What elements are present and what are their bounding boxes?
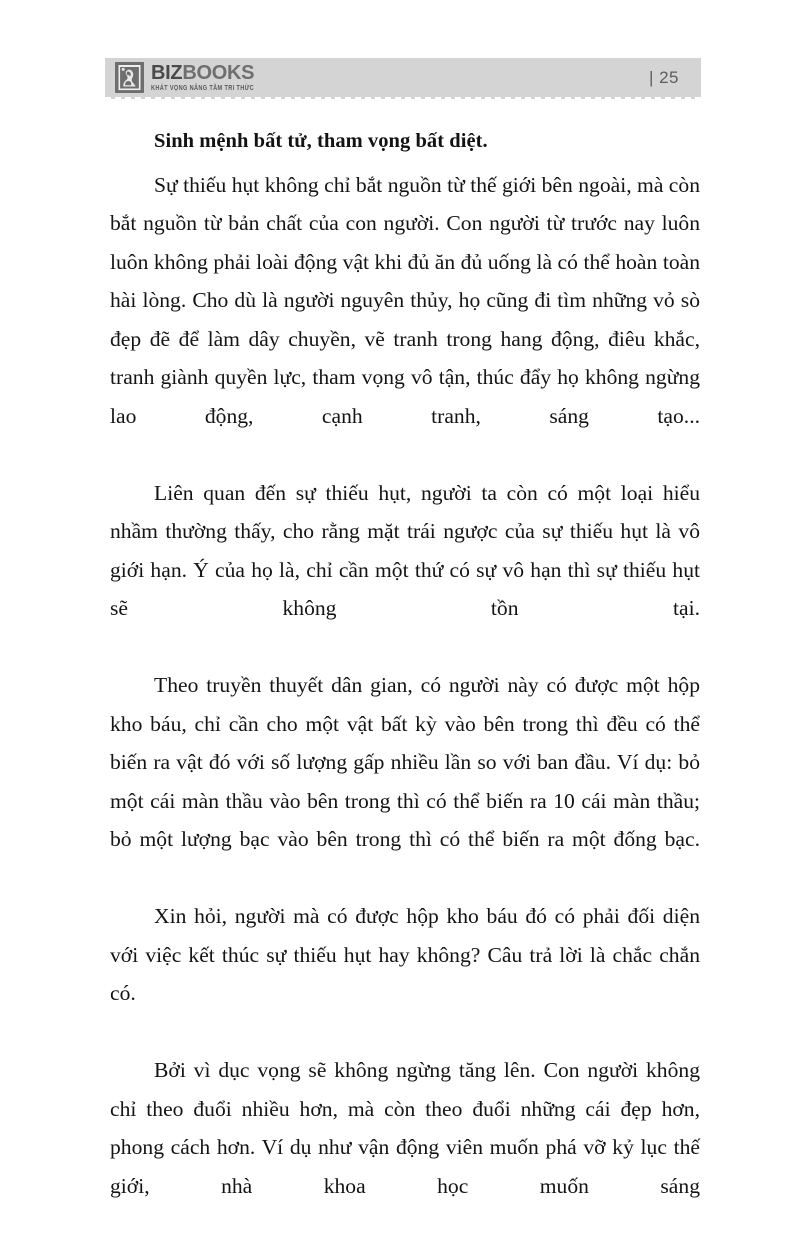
body-paragraph: Liên quan đến sự thiếu hụt, người ta còn có một loại hiểu nhầm thường thấy, cho rằng mặt trái ngược của sự thiếu hụt là vô giới hạn. Ý của họ là, chỉ cần một thứ có sự vô hạn thì sự thiếu hụt sẽ không tồn tại. bbox=[110, 480, 700, 621]
book-reader-logo-icon bbox=[115, 62, 144, 93]
body-paragraph: Xin hỏi, người mà có được hộp kho báu đó có phải đối diện với việc kết thúc sự thiếu hụt hay không? Câu trả lời là chắc chắn có. bbox=[110, 904, 700, 1006]
running-header bbox=[105, 58, 701, 99]
brand-name-books: BOOKS bbox=[182, 62, 255, 85]
brand-tagline: KHÁT VỌNG NÂNG TẦM TRI THỨC bbox=[151, 84, 254, 93]
brand-wordmark bbox=[151, 63, 254, 91]
brand-name bbox=[151, 63, 254, 83]
brand-name-biz: BIZ bbox=[151, 62, 183, 85]
section-heading: Sinh mệnh bất tử, tham vọng bất diệt. bbox=[154, 130, 488, 152]
body-paragraph: Sự thiếu hụt không chỉ bắt nguồn từ thế giới bên ngoài, mà còn bắt nguồn từ bản chất của con người. Con người từ trước nay luôn luôn không phải loài động vật khi đủ ăn đủ uống là có thể hoàn toàn hài lòng. Cho dù là người nguyên thủy, họ cũng đi tìm những vỏ sò đẹp đẽ để làm dây chuyền, vẽ tranh trong hang động, điêu khắc, tranh giành quyền lực, tham vọng vô tận, thúc đẩy họ không ngừng lao động, cạnh tranh, sáng tạo... bbox=[110, 172, 700, 428]
page-number: | 25 bbox=[648, 67, 679, 87]
body-paragraph: Bởi vì dục vọng sẽ không ngừng tăng lên. Con người không chỉ theo đuổi nhiều hơn, mà còn theo đuổi những cái đẹp hơn, phong cách hơn. Ví dụ như vận động viên muốn phá vỡ kỷ lục thế giới, nhà khoa học muốn sáng bbox=[110, 1058, 700, 1198]
brand-logo bbox=[105, 62, 254, 93]
text-column bbox=[110, 128, 700, 1244]
body-paragraph: Theo truyền thuyết dân gian, có người này có được một hộp kho báu, chỉ cần cho một vật bất kỳ vào bên trong thì đều có thể biến ra vật đó với số lượng gấp nhiều lần so với ban đầu. Ví dụ: bỏ một cái màn thầu vào bên trong thì có thể biến ra 10 cái màn thầu; bỏ một lượng bạc vào bên trong thì có thể biến ra một đống bạc. bbox=[110, 673, 700, 852]
